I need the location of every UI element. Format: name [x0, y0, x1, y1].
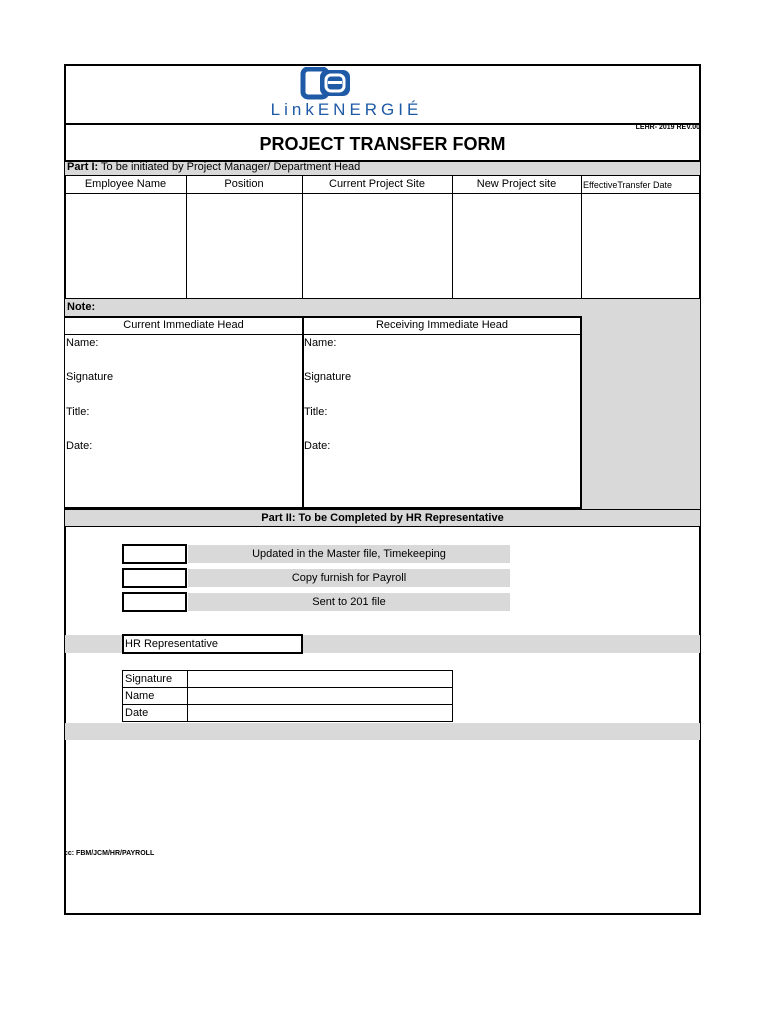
table-row [123, 705, 453, 722]
receiving-head-title-label: Title: [304, 406, 328, 418]
current-head-title-label: Title: [66, 406, 90, 418]
current-head-name-label: Name: [66, 337, 99, 349]
receiving-head-name-label: Name: [304, 337, 337, 349]
table-row [123, 688, 453, 705]
bottom-shaded-bar [65, 723, 700, 740]
checklist-item-master-file: Updated in the Master file, Timekeeping [252, 548, 446, 560]
current-head-signature-label: Signature [66, 371, 114, 383]
employee-name-cell[interactable] [66, 194, 186, 298]
position-cell[interactable] [187, 194, 302, 298]
effective-transfer-date-cell[interactable] [582, 194, 699, 298]
part1-heading: Part I: To be initiated by Project Manager/ Department Head [67, 161, 361, 173]
company-logo-icon [300, 67, 356, 101]
date-input[interactable] [188, 705, 453, 722]
hr-signature-table [122, 670, 453, 722]
payroll-checkbox[interactable] [122, 568, 187, 588]
file-201-checkbox[interactable] [122, 592, 187, 612]
new-project-site-cell[interactable] [453, 194, 581, 298]
signature-input[interactable] [188, 671, 453, 688]
col-header-employee-name: Employee Name [84, 178, 167, 190]
hr-representative-label: HR Representative [125, 638, 218, 650]
document-code: LEHR- 2019 REV.00 [635, 124, 700, 131]
name-input[interactable] [188, 688, 453, 705]
current-project-site-cell[interactable] [303, 194, 452, 298]
note-label: Note: [67, 301, 96, 313]
current-head-heading: Current Immediate Head [123, 319, 244, 331]
page-title: PROJECT TRANSFER FORM [259, 134, 506, 154]
col-header-position: Position [224, 178, 264, 190]
name-label: Name [123, 688, 188, 705]
signature-label: Signature [123, 671, 188, 688]
date-label: Date [123, 705, 188, 722]
receiving-head-date-label: Date: [304, 440, 331, 452]
current-head-date-label: Date: [66, 440, 93, 452]
table-row [123, 671, 453, 688]
shaded-area [582, 316, 700, 509]
col-header-current-site: Current Project Site [329, 178, 425, 190]
part2-heading: Part II: To be Completed by HR Representative [261, 512, 504, 524]
company-name: LinkENERGIÉ [270, 100, 423, 119]
master-file-checkbox[interactable] [122, 544, 187, 564]
heads-header-divider [65, 334, 581, 335]
cc-distribution: cc: FBM/JCM/HR/PAYROLL [64, 850, 155, 857]
col-header-effective-date: EffectiveTransfer Date [583, 180, 673, 190]
checklist-item-201-file: Sent to 201 file [312, 596, 386, 608]
col-header-new-site: New Project site [476, 178, 557, 190]
receiving-head-signature-label: Signature [304, 371, 352, 383]
note-row [65, 299, 700, 316]
checklist-item-payroll: Copy furnish for Payroll [291, 572, 407, 584]
receiving-head-heading: Receiving Immediate Head [375, 319, 509, 331]
